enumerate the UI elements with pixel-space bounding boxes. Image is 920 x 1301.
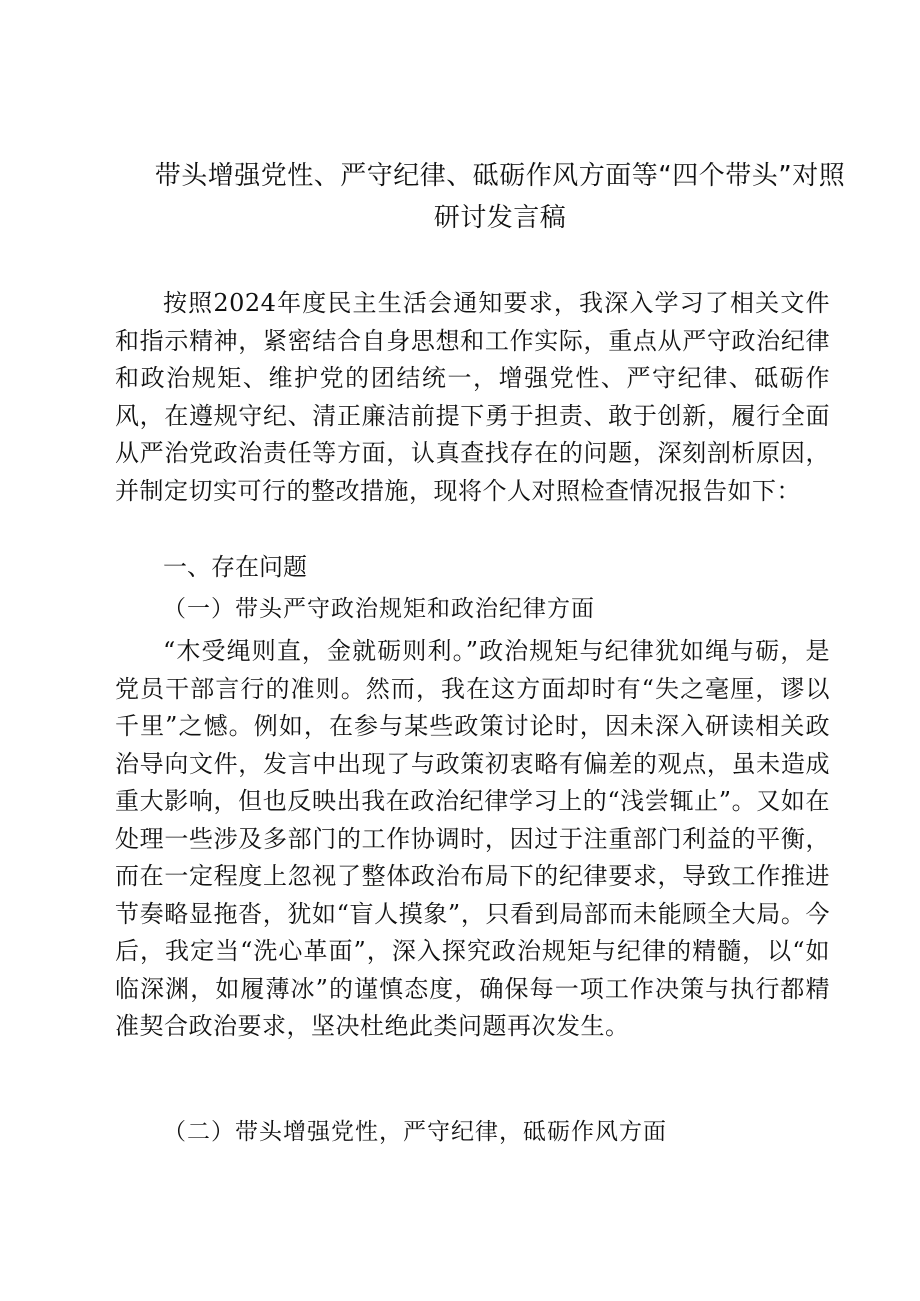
document-title: 带头增强党性、严守纪律、砥砺作风方面等“四个带头”对照研讨发言稿 <box>154 161 846 233</box>
subsection-paragraph-political-discipline: “木受绳则直，金就砺则利。”政治规矩与纪律犹如绳与砺，是党员干部言行的准则。然而，我在这方面却时有“失之毫厘，谬以千里”之憾。例如，在参与某些政策讨论时，因未深入研读相关政治导向文件，发言中出现了与政策初衷略有偏差的观点，虽未造成重大影响，但也反映出我在政治纪律学习上的“浅尝辄止”。又如在处理一些涉及多部门的工作协调时，因过于注重部门利益的平衡，而在一定程度上忽视了整体政治布局下的纪律要求，导致工作推进节奏略显拖沓，犹如“盲人摸象”，只看到局部而未能顾全大局。今后，我定当“洗心革面”，深入探究政治规矩与纪律的精髓，以“如临深渊，如履薄冰”的谨慎态度，确保每一项工作决策与执行都精准契合政治要求，坚决杜绝此类问题再次发生。 <box>115 637 830 1040</box>
subsection-heading-party-spirit: （二）带头增强党性，严守纪律，砥砺作风方面 <box>163 1119 667 1145</box>
subsection-heading-political-discipline: （一）带头严守政治规矩和政治纪律方面 <box>163 596 595 622</box>
section-heading-problems: 一、存在问题 <box>163 553 307 581</box>
intro-paragraph: 按照2024年度民主生活会通知要求，我深入学习了相关文件和指示精神，紧密结合自身思想和工作实际，重点从严守政治纪律和政治规矩、维护党的团结统一，增强党性、严守纪律、砥砺作风，在遵规守纪、清正廉洁前提下勇于担责、敢于创新，履行全面从严治党政治责任等方面，认真查找存在的问题，深刻剖析原因，并制定切实可行的整改措施，现将个人对照检查情况报告如下： <box>115 289 830 505</box>
